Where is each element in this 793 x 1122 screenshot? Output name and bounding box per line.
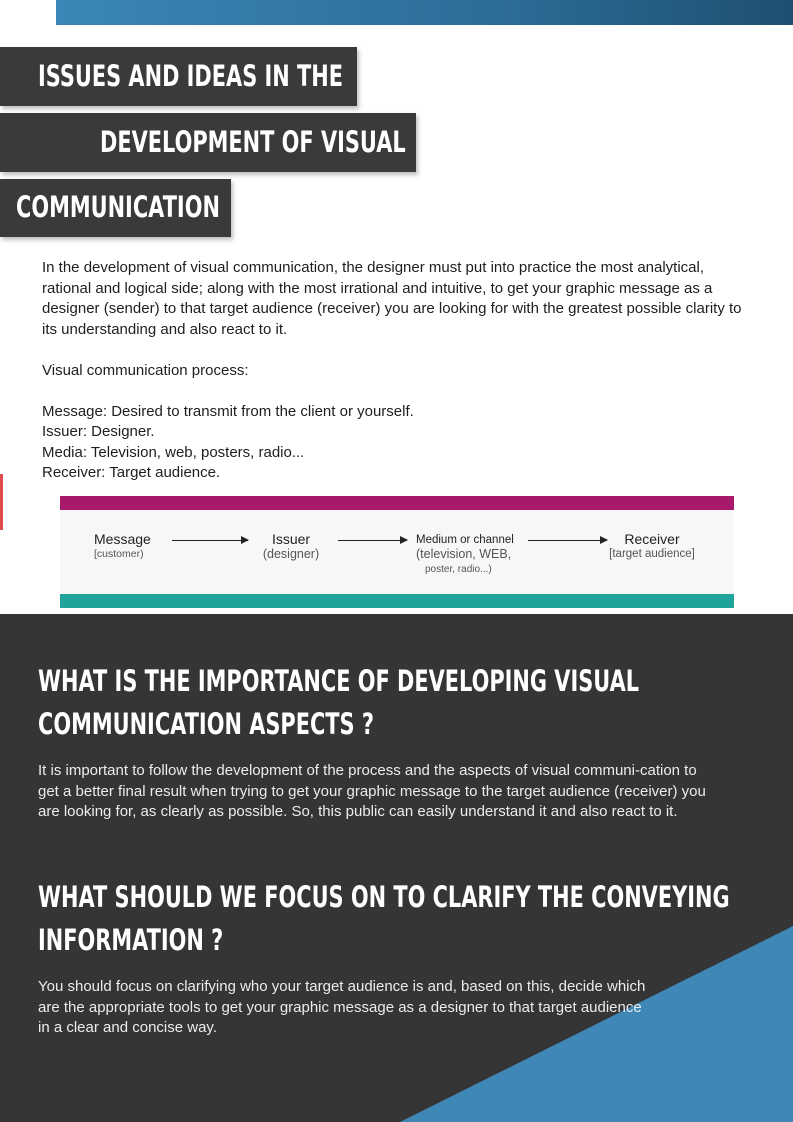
diagram-node-medium — [416, 534, 514, 577]
node-label: Medium or channel — [416, 534, 514, 546]
node-sublabel: [customer) — [94, 548, 144, 560]
arrow-icon — [338, 540, 407, 541]
node-label: Receiver — [624, 531, 680, 547]
red-edge-mark — [0, 474, 3, 530]
title-block-line-1 — [0, 47, 357, 106]
section2-heading-line-2: INFORMATION ? — [38, 923, 224, 957]
arrow-icon — [172, 540, 248, 541]
section1-body: It is important to follow the development of the process and the aspects of visual communi-cation to get a better final result when trying to get your graphic message to the target audience (receiver) you are looking for, as clearly as possible. So, this public can easily understand it and also react to it. — [38, 762, 706, 820]
node-sublabel: (designer) — [262, 547, 320, 561]
process-diagram — [60, 496, 734, 608]
node-label: Message — [94, 531, 151, 547]
section1-heading-line-2: COMMUNICATION ASPECTS ? — [38, 707, 374, 741]
section1-heading-line-1: WHAT IS THE IMPORTANCE OF DEVELOPING VISUAL — [38, 664, 640, 698]
section1-heading — [38, 660, 639, 746]
process-label: Visual communication process: — [42, 361, 249, 379]
diagram-node-receiver — [600, 531, 704, 562]
title-line-3: COMMUNICATION — [16, 190, 220, 224]
title-block-line-2 — [0, 113, 416, 172]
dark-section — [0, 614, 793, 1122]
section2-heading-line-1: WHAT SHOULD WE FOCUS ON TO CLARIFY THE CONVEYING — [38, 880, 730, 914]
diagram-top-bar — [60, 496, 734, 510]
title-block-line-3 — [0, 179, 231, 237]
intro-paragraph: In the development of visual communication, the designer must put into practice the most analytical, rational and logical side; along with the most irrational and intuitive, to get your graphic message as a designer (sender) to that target audience (receiver) you are looking for with the greatest possible clarity to its understanding and also react to it. — [42, 259, 742, 338]
process-item: Issuer: Designer. — [42, 423, 155, 440]
diagram-node-issuer — [258, 531, 324, 562]
node-sublabel: [target audience] — [609, 548, 695, 560]
title-line-1: ISSUES AND IDEAS IN THE — [38, 58, 343, 93]
process-item: Message: Desired to transmit from the client or yourself. — [42, 402, 414, 420]
diagram-bottom-bar — [60, 594, 734, 608]
node-label: Issuer — [271, 531, 311, 547]
title-line-2: DEVELOPMENT OF VISUAL — [100, 124, 406, 159]
node-sublabel: (television, WEB, — [416, 547, 512, 561]
process-item: Media: Television, web, posters, radio... — [42, 443, 305, 461]
diagram-node-message — [94, 531, 151, 562]
top-decorative-band — [56, 0, 793, 25]
intro-section — [42, 258, 742, 484]
section2-heading — [38, 876, 730, 962]
process-item: Receiver: Target audience. — [42, 464, 221, 481]
arrow-icon — [528, 540, 607, 541]
section2-body: You should focus on clarifying who your target audience is and, based on this, decide which are the appropriate tools to get your graphic message as a designer to that target audience in a clear and concise way. — [38, 978, 646, 1036]
node-sublabel-2: poster, radio...) — [425, 564, 492, 575]
